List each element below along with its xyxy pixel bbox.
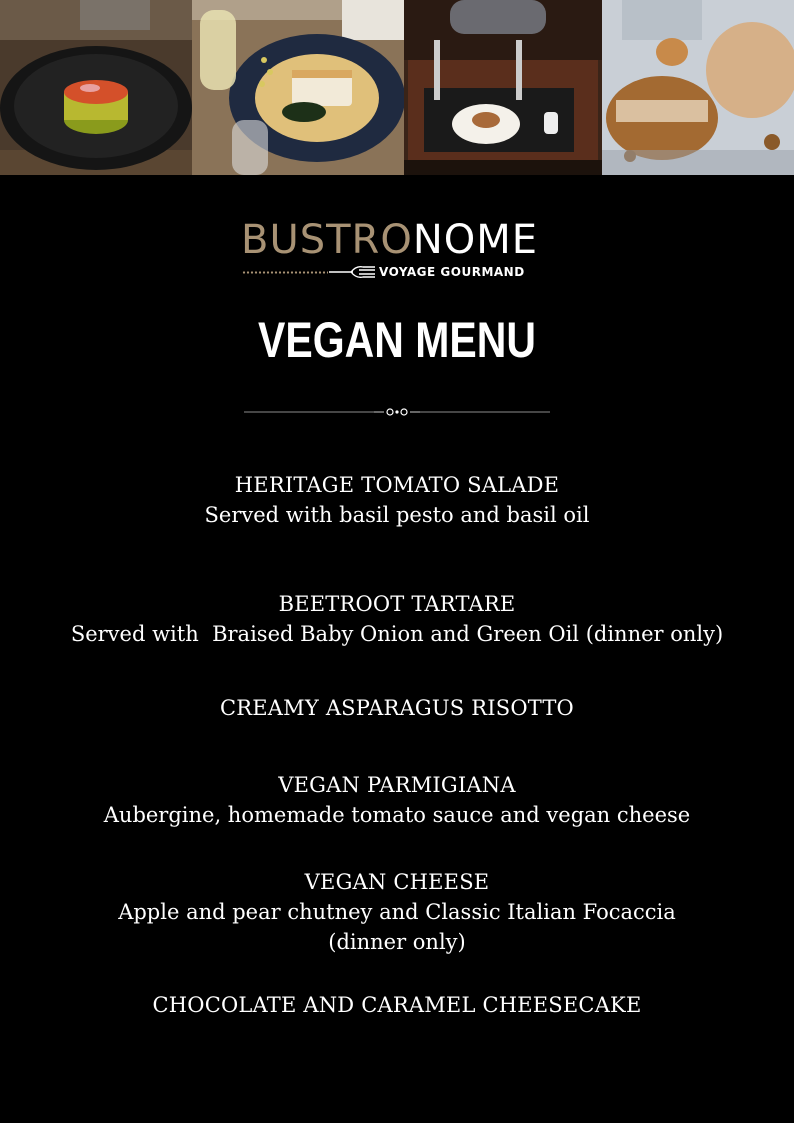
- page-title: VEGAN MENU: [258, 312, 536, 368]
- menu-item: [0, 770, 794, 830]
- course-name: HERITAGE TOMATO SALADE: [234, 473, 560, 497]
- menu-item: [0, 867, 794, 957]
- menu-item: [0, 589, 794, 649]
- course-description: Aubergine, homemade tomato sauce and vegan cheese: [103, 803, 691, 827]
- course-description: Served with Braised Baby Onion and Green Oil (dinner only): [70, 622, 724, 646]
- course-name: VEGAN PARMIGIANA: [278, 773, 516, 797]
- dotted-line: [242, 271, 328, 274]
- course-name: CREAMY ASPARAGUS RISOTTO: [220, 696, 574, 720]
- brand-tagline: VOYAGE GOURMAND: [379, 265, 525, 279]
- course-description: Apple and pear chutney and Classic Italian Focaccia (dinner only): [118, 900, 676, 954]
- brand-name-part1: BUSTRO: [241, 217, 413, 263]
- table-setting-photo: [404, 0, 602, 175]
- menu-item: [0, 693, 794, 723]
- course-name: CHOCOLATE AND CARAMEL CHEESECAKE: [152, 993, 642, 1017]
- dessert-photo: [602, 0, 794, 175]
- menu-item: [0, 470, 794, 530]
- ornament-divider: [244, 406, 550, 418]
- tartare-plate-photo: [0, 0, 192, 175]
- photo-banner: [0, 0, 794, 175]
- fork-icon: [329, 264, 375, 280]
- brand-wordmark: [241, 218, 551, 262]
- fish-dish-photo: [192, 0, 404, 175]
- brand-logo: [241, 218, 551, 282]
- course-name: VEGAN CHEESE: [304, 870, 490, 894]
- menu-item: [0, 990, 794, 1020]
- brand-name-part2: NOME: [412, 217, 539, 263]
- course-description: Served with basil pesto and basil oil: [204, 503, 590, 527]
- course-name: BEETROOT TARTARE: [278, 592, 516, 616]
